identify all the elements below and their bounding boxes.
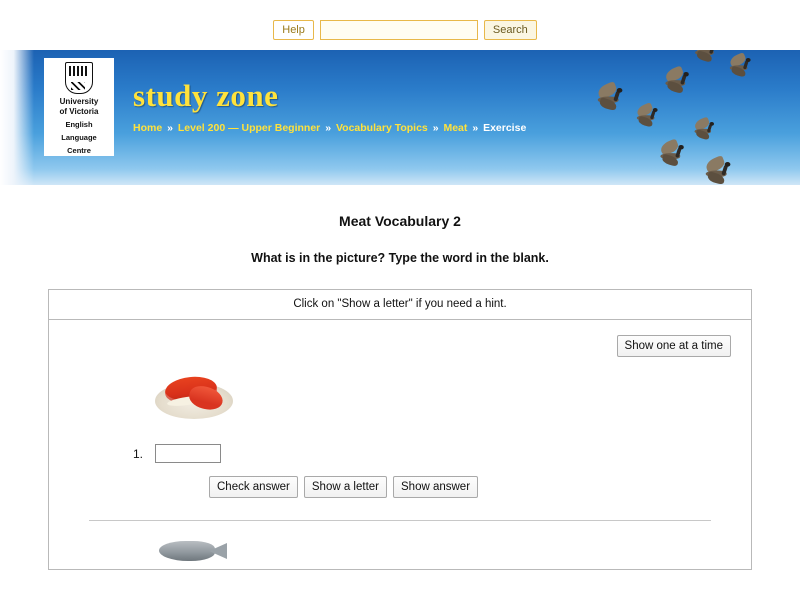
breadcrumb-item-level-200[interactable]: Level 200 — Upper Beginner: [177, 122, 321, 134]
breadcrumb-item-exercise: Exercise: [483, 122, 527, 134]
help-button[interactable]: Help: [273, 20, 314, 40]
banner-left-fade: [0, 50, 34, 185]
uvic-logo-line4: Language: [61, 133, 97, 142]
top-search-bar: [0, 0, 800, 50]
uvic-logo-line5: Centre: [67, 146, 91, 155]
item-number-1: 1.: [132, 446, 143, 461]
ham-slices-on-plate-image: [155, 371, 233, 426]
page-title: Meat Vocabulary 2: [339, 213, 461, 229]
page-instruction: What is in the picture? Type the word in the blank.: [251, 251, 549, 265]
hint-bar: Click on "Show a letter" if you need a hint.: [49, 290, 751, 320]
search-input[interactable]: [320, 20, 478, 40]
breadcrumb-item-meat[interactable]: Meat: [443, 122, 468, 134]
exercise-item-1: [63, 371, 737, 498]
main-content: [0, 213, 800, 570]
search-controls: [273, 20, 536, 40]
breadcrumb-separator: »: [325, 122, 332, 134]
answer-input-1[interactable]: [155, 444, 221, 463]
answer-row-1: [63, 444, 737, 463]
breadcrumb-separator: »: [472, 122, 479, 134]
show-one-at-a-time-button[interactable]: Show one at a time: [617, 335, 731, 357]
uvic-logo-line3: English: [65, 120, 93, 129]
breadcrumb-item-home[interactable]: Home: [133, 122, 163, 134]
fish-image: [155, 535, 233, 569]
uvic-logo-line1: University: [59, 97, 99, 106]
uvic-logo-line2: of Victoria: [59, 106, 99, 116]
site-banner: [0, 50, 800, 185]
show-a-letter-button[interactable]: Show a letter: [304, 476, 387, 498]
item-divider: [89, 520, 711, 521]
search-button[interactable]: Search: [484, 20, 537, 40]
show-one-at-a-time-row: [63, 335, 737, 357]
breadcrumb-separator: »: [432, 122, 439, 134]
site-title: study zone: [133, 78, 279, 113]
check-answer-button[interactable]: Check answer: [209, 476, 298, 498]
uvic-logo[interactable]: [44, 58, 114, 156]
uvic-crest-icon: [65, 62, 93, 94]
breadcrumb-item-vocabulary-topics[interactable]: Vocabulary Topics: [335, 122, 428, 134]
exercise-container: [48, 289, 752, 570]
breadcrumb-separator: »: [167, 122, 173, 134]
breadcrumb: [133, 122, 526, 134]
exercise-body: [49, 320, 751, 569]
item-1-button-row: [209, 476, 737, 498]
show-answer-button[interactable]: Show answer: [393, 476, 478, 498]
